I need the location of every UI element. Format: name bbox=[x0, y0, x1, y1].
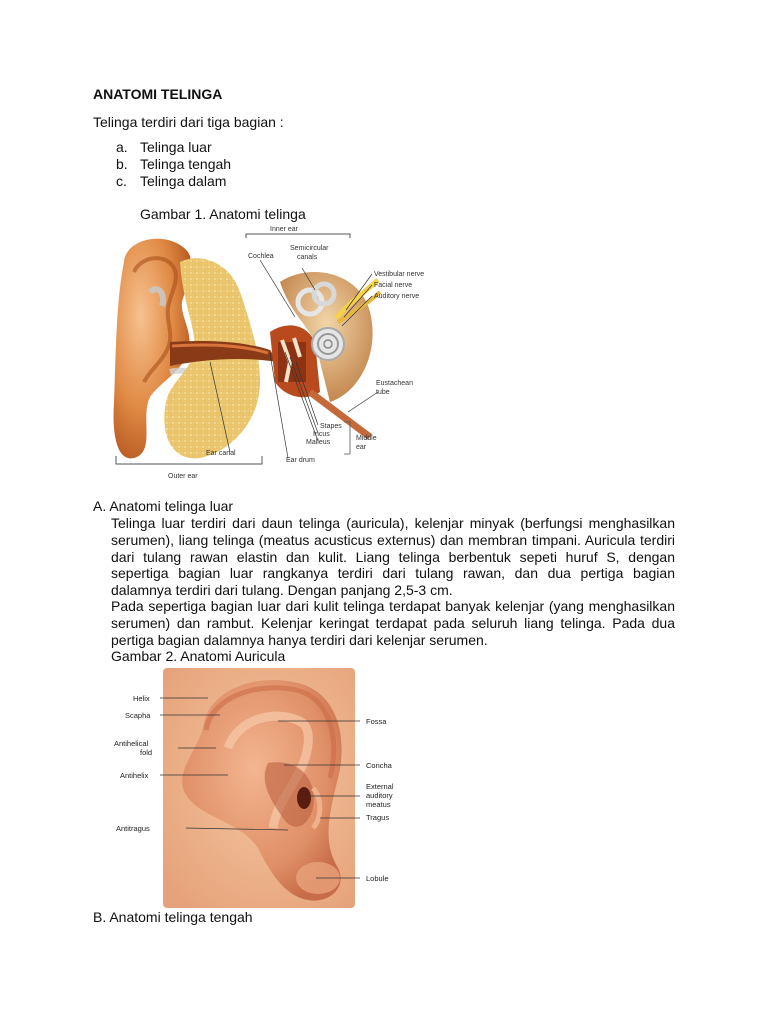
list-item bbox=[116, 156, 231, 173]
label-incus: Incus bbox=[313, 431, 330, 438]
figure2-caption: Gambar 2. Anatomi Auricula bbox=[111, 648, 286, 664]
section-a-heading: A. Anatomi telinga luar bbox=[93, 498, 234, 514]
section-a-paragraph-1: Telinga luar terdiri dari daun telinga (auricula), kelenjar minyak (berfungsi menghasilkan serumen), liang telinga (meatus acusticus externus) dan membran timpani. Auricula terdiri dari tulang rawan elastin dan kulit. Liang telinga berbentuk sepeti huruf S, dengan sepertiga bagian luar rangkanya terdiri dari tulang rawan, dan dua pertiga bagian dalamnya terdiri dari tulang. Dengan panjang 2,5-3 cm. bbox=[111, 515, 675, 599]
label-ear-canal: Ear canal bbox=[206, 450, 236, 457]
list-text: Telinga luar bbox=[140, 139, 212, 155]
label-malleus: Malleus bbox=[306, 439, 331, 446]
list-text: Telinga tengah bbox=[140, 156, 232, 172]
label-auditory: auditory bbox=[366, 791, 393, 800]
ear-anatomy-figure bbox=[110, 222, 440, 484]
list-text: Telinga dalam bbox=[140, 173, 227, 189]
label-tube: tube bbox=[376, 389, 390, 396]
label-concha: Concha bbox=[366, 761, 392, 770]
section-b-heading: B. Anatomi telinga tengah bbox=[93, 909, 253, 925]
page-title: ANATOMI TELINGA bbox=[93, 86, 223, 102]
label-ear-drum: Ear drum bbox=[286, 457, 315, 464]
label-lobule: Lobule bbox=[366, 874, 389, 883]
label-vestibular-nerve: Vestibular nerve bbox=[374, 271, 425, 278]
label-facial-nerve: Facial nerve bbox=[374, 282, 413, 289]
label-antihelix: Antihelix bbox=[120, 771, 149, 780]
section-a-paragraph-2: Pada sepertiga bagian luar dari kulit telinga terdapat banyak kelenjar (yang menghasilkan serumen) dan rambut. Kelenjar keringat terdapat pada seluruh liang telinga. Pada dua pertiga bagian dalamnya hanya terdiri dari kelenjar serumen. bbox=[111, 598, 675, 648]
label-tragus: Tragus bbox=[366, 813, 390, 822]
list-item bbox=[116, 139, 212, 156]
label-auditory-nerve: Auditory nerve bbox=[374, 293, 420, 300]
list-item bbox=[116, 173, 226, 190]
list-marker: a. bbox=[116, 139, 128, 155]
label-helix: Helix bbox=[133, 694, 150, 703]
label-antihelical: Antihelical bbox=[114, 739, 149, 748]
label-cochlea: Cochlea bbox=[248, 253, 274, 260]
list-marker: b. bbox=[116, 156, 128, 172]
label-middle: Middle bbox=[356, 435, 377, 442]
label-meatus: meatus bbox=[366, 800, 391, 809]
list-marker: c. bbox=[116, 173, 127, 189]
intro-text: Telinga terdiri dari tiga bagian : bbox=[93, 114, 284, 130]
label-fossa: Fossa bbox=[366, 717, 387, 726]
label-external: External bbox=[366, 782, 394, 791]
label-canals: canals bbox=[297, 254, 318, 261]
label-scapha: Scapha bbox=[125, 711, 151, 720]
auricula-figure bbox=[108, 668, 408, 908]
figure1-caption: Gambar 1. Anatomi telinga bbox=[140, 206, 306, 222]
label-eustachean: Eustachean bbox=[376, 380, 413, 387]
label-outer-ear: Outer ear bbox=[168, 473, 198, 480]
label-stapes: Stapes bbox=[320, 423, 342, 430]
label-antitragus: Antitragus bbox=[116, 824, 150, 833]
label-fold: fold bbox=[140, 748, 153, 757]
label-semicircular: Semicircular bbox=[290, 245, 329, 252]
label-inner-ear: Inner ear bbox=[270, 226, 299, 233]
label-ear: ear bbox=[356, 444, 367, 451]
